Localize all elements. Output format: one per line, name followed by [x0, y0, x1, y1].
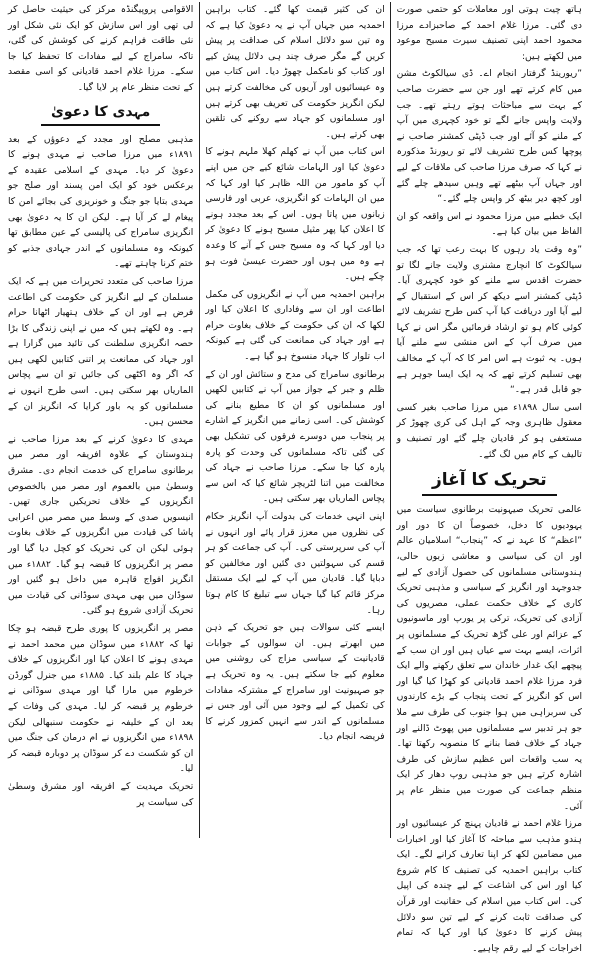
paragraph: مصر پر انگریزوں کا پوری طرح قبضہ ہو چکا تھا کہ ۱۸۸۲ء میں سوڈان میں محمد احمد نے مہدی ہونے کا اعلان کیا اور انگریزوں کے خلاف جہاد کا علم بلند کیا۔ ۱۸۸۵ء میں جنرل گورڈن خرطوم میں مارا گیا اور مہدی سوڈانی نے خرطوم پر قبضہ کر لیا۔ مہدی کی وفات کے بعد ان کے خلیفہ نے حکومت سنبھالی لیکن ۱۸۹۸ء میں انگریزوں نے ام درمان کی جنگ میں ان کو شکست دے کر سوڈان پر دوبارہ قبضہ کر لیا۔ — [8, 622, 194, 775]
paragraph: مرزا غلام احمد نے قادیان پہنچ کر عیسائیوں اور ہندو مذہب سے مباحثہ کا آغاز کیا اور اخبارات میں مضامین لکھ کر اپنا تعارف کرانے لگے۔ ایک کتاب براہین احمدیہ کی تصنیف کا کام شروع کیا اور اس کی اشاعت کے لیے چندہ کی اپیل کی۔ اس کتاب میں اسلام کی حقانیت اور قرآن کی صداقت ثابت کرنے کے لیے تین سو دلائل پیش کرنے کا دعویٰ کیا اور کہا کہ تمام اخراجات کے لیے رقم چاہیے۔ — [396, 818, 582, 954]
section-heading-text: مہدی کا دعویٰ — [41, 102, 160, 126]
column-right — [391, 2, 586, 954]
paragraph: براہین احمدیہ میں آپ نے انگریزوں کی مکمل اطاعت اور ان سے وفاداری کا اعلان کیا اور لکھا کہ ان کی حکومت کے خلاف بغاوت حرام ہے اور جہاد کی ممانعت کی گئی ہے کیونکہ اب تلوار کا جہاد منسوخ ہو گیا ہے۔ — [205, 288, 385, 363]
paragraph: ایسے کئی سوالات ہیں جو تحریک کے ذہن میں ابھرتے ہیں۔ ان سوالوں کے جوابات قادیانیت کے سیاسی مزاج کی روشنی میں معلوم کیے جا سکتے ہیں۔ یہ وہ تحریک ہے جو صہیونیت اور سامراج کے مشترکہ مفادات کی تکمیل کے لیے وجود میں آئی اور جس نے مسلمانوں کے اندر سے انہیں کمزور کرنے کا فریضہ انجام دیا۔ — [205, 622, 385, 743]
paragraph: اس کتاب میں آپ نے کھلم کھلا ملہم ہونے کا دعویٰ کیا اور الہامات شائع کیے جن میں اپنے آپ کو مامور من اللہ ظاہر کیا اور کہا کہ میں ان الہامات کو انگریزی، عربی اور فارسی زبانوں میں پاتا ہوں۔ اس کے بعد مجدد ہونے کا اعلان کیا پھر مثیل مسیح ہونے کا دعویٰ کر دیا اور کہا کہ وہ مسیح جس کے آنے کا وعدہ ہے وہ میں ہوں اور حضرت عیسیٰ فوت ہو چکے ہیں۔ — [205, 146, 385, 283]
paragraph: اپنی انہی خدمات کی بدولت آپ انگریز حکام کی نظروں میں معزز قرار پائے اور انہوں نے آپ کی سرپرستی کی۔ آپ کی جماعت کو ہر قسم کی سہولتیں دی گئیں اور مخالفین کو دبایا گیا۔ قادیان میں آپ کے لیے ایک مستقل مرکز قائم کیا گیا جہاں سے تبلیغ کا کام ہوتا رہا۔ — [205, 511, 385, 616]
paragraph: تحریک مہدیت کے افریقہ اور مشرق وسطیٰ کی سیاست پر — [8, 780, 194, 808]
paragraph: ہاتھ چیت ہوتی اور معاملات کو حتمی صورت دی گئی۔ مرزا غلام احمد کے صاحبزادے مرزا محمود احمد اپنی تصنیف سیرت مسیح موعود میں لکھتے ہیں: — [396, 4, 582, 62]
section-heading-text: تحریک کا آغاز — [422, 468, 557, 496]
paragraph: ان کی کثیر قیمت کھا گئے۔ کتاب براہین احمدیہ میں جہاں آپ نے یہ دعویٰ کیا ہے کہ وہ تین سو دلائل اسلام کی صداقت پر پیش کریں گے مگر صرف چند ہی دلائل پیش کیے اور کتاب کو نامکمل چھوڑ دیا۔ اس کتاب میں وہ عیسائیوں اور آریوں کی مخالفت کرتے ہیں لیکن انگریز حکومت کی تعریف بھی کرتے ہیں اور مسلمانوں کو جہاد سے روکنے کی تلقین بھی کرتے ہیں۔ — [205, 4, 385, 140]
section-heading — [397, 468, 582, 496]
paragraph: عالمی تحریک صیہونیت برطانوی سیاست میں یہودیوں کا دخل، خصوصاً ان کا دور اور ”اعظم“ کا عہد نے کہ ”پنجاب“ اسلامیان عالم اور ان کی سیاسی و معاشی زبوں حالی، ہندوستانی مسلمانوں کی حصول آزادی کے لیے جدوجہد اور انگریز کے سیاسی و مذہبی تحریک کاری کے خلاف حکمت عملی، مصریوں کی آزادی کی تحریک، ترکی پر یورپ اور ماسونیوں کے عزائم اور علی گڑھ تحریک کے مسلمانوں پر اثرات، ایسے بہت سے عیاں ہیں اور ان سب کے پیچھے ایک غدار خاندان سے تعلق رکھنے والے ایک فرد مرزا غلام احمد قادیانی کو کھڑا کیا گیا اور اس کو انگریز کے تحت پنجاب کے بڑے کارندوں کی سربراہی میں ہوا جنوب کی طرف سے ملا جو ہر تدبیر سے مسلمانوں میں پھوٹ ڈالنے اور جہاد کے خلاف فضا بنانے کا منصوبہ رکھتا تھا۔ یہ سب واقعات اس عظیم سازش کی طرف اشارہ کرتے ہیں جو مذہبی روپ دھار کر ایک منظم جماعت کی صورت میں منظر عام پر آئی۔ — [396, 504, 582, 812]
paragraph: اسی سال ۱۸۹۸ء میں مرزا صاحب بغیر کسی معقول ظاہری وجہ کے اہل کی کری چھوڑ کر مستعفی ہو کر قادیان چلے گئے اور تصنیف و تالیف کے کام میں لگ گئے۔ — [396, 401, 582, 460]
paragraph: مذہبی مصلح اور مجدد کے دعوؤں کے بعد ۱۸۹۱ء میں مرزا صاحب نے مہدی ہونے کا دعویٰ کر دیا۔ مہدی کے اسلامی عقیدہ کے برعکس خود کو ایک امن پسند اور صلح جو مہدی بتایا جو جنگ و خونریزی کی بجائے امن کا پیغام لے کر آیا ہے۔ لیکن ان کا یہ دعویٰ بھی انگریزی سامراج کی پالیسی کے عین مطابق تھا کیونکہ وہ مسلمانوں کے اندر جہادی جذبے کو ختم کرنا چاہتے تھے۔ — [8, 133, 194, 270]
column-middle — [200, 2, 389, 838]
paragraph: الاقوامی پروپیگنڈہ مرکز کی حیثیت حاصل کر لی تھی اور اس سازش کو ایک نئی شکل اور نئی طاقت فراہم کرنے کی کوشش کی گئی، تاکہ سامراج کے لیے مفادات کا تحفظ کیا جا سکے۔ مرزا غلام احمد قادیانی کو اسی مقصد کے تحت منظر عام پر لایا گیا۔ — [8, 4, 194, 93]
section-heading — [8, 102, 193, 126]
newspaper-page — [4, 2, 586, 954]
paragraph: مرزا صاحب کی متعدد تحریرات میں ہے کہ ایک مسلمان کے لیے انگریز کی حکومت کی اطاعت فرض ہے اور ان کے خلاف ہتھیار اٹھانا حرام ہے۔ وہ لکھتے ہیں کہ میں نے اپنی زندگی کا بڑا حصہ انگریزی سلطنت کی تائید میں گزارا ہے اور جہاد کی ممانعت پر اتنی کتابیں لکھی ہیں کہ اگر وہ اکٹھی کی جائیں تو ان سے پچاس الماریاں بھر سکتی ہیں۔ اسی طرح انہوں نے مسلمانوں کو یہ باور کرایا کہ انگریز ان کے محسن ہیں۔ — [8, 275, 194, 428]
paragraph: ایک خطبے میں مرزا محمود نے اس واقعہ کو ان الفاظ میں بیان کیا ہے۔ — [396, 210, 582, 238]
column-left — [4, 2, 199, 838]
paragraph: ”ریورینڈ گرفتار انجام اے۔ ڈی سیالکوٹ مشن میں کام کرتے تھے اور جن سے حضرت صاحب کے بہت سے مباحثات ہوتے رہتے تھے۔ جب ولایت واپس جانے لگے تو خود کچہری میں آپ کے ملنے کو آئے اور جب ڈپٹی کمشنر صاحب نے پوچھا کس طرح تشریف لائے تو ریورنڈ مذکورہ نے کہا کہ صرف مرزا صاحب کی ملاقات کے لیے اور جہاں آپ بیٹھے تھے وہیں سیدھے چلے گئے اور کچھ دیر بیٹھ کر واپس چلے گئے۔“ — [396, 68, 582, 205]
paragraph: مہدی کا دعویٰ کرنے کے بعد مرزا صاحب نے ہندوستان کے علاوہ افریقہ اور مصر میں برطانوی سامراج کی خدمت انجام دی۔ مشرق وسطیٰ میں بالعموم اور مصر میں بالخصوص انگریزوں کے خلاف تحریکیں جاری تھیں۔ انیسویں صدی کے وسط میں مصر میں اعرابی پاشا کی قیادت میں انگریزوں کے خلاف بغاوت ہوئی لیکن ان کی تحریک کو کچل دیا گیا اور مصر پر انگریزوں کا قبضہ ہو گیا۔ ۱۸۸۲ء میں انگریز افواج قاہرہ میں داخل ہو گئیں اور سوڈان میں بھی مہدی سوڈانی کی قیادت میں تحریک آزادی شروع ہو گئی۔ — [8, 433, 194, 617]
paragraph: ”وہ وقت یاد رہوں کا بہت رعب تھا کہ جب سیالکوٹ کا انچارج مشنری ولایت جانے لگا تو حضرت اقدس سے ملنے کو خود کچہری آیا۔ ڈپٹی کمشنر اسے دیکھ کر اس کے استقبال کے لیے آیا اور دریافت کیا آپ کس طرح تشریف لائے کوئی کام ہو تو ارشاد فرمائیں مگر اس نے کہا میں صرف آپ کے اس منشی سے ملنے آیا ہوں۔ یہ ثبوت ہے اس امر کا کہ آپ کے مخالف بھی تسلیم کرتے تھے کہ یہ ایک ایسا جوہر ہے جو قابل قدر ہے۔“ — [396, 243, 582, 396]
paragraph: برطانوی سامراج کی مدح و ستائش اور ان کے ظلم و جبر کے جواز میں آپ نے کتابیں لکھیں اور مسلمانوں کو ان کا مطیع بنانے کی کوشش کی۔ اسی زمانے میں انگریز کے اشارے پر پنجاب میں دوسرے فرقوں کی تشکیل بھی کی گئی تاکہ مسلمانوں کی وحدت کو پارہ پارہ کیا جا سکے۔ مرزا صاحب نے جہاد کی مخالفت میں اتنا لٹریچر شائع کیا کہ اس سے پچاس الماریاں بھر سکتی ہیں۔ — [205, 368, 385, 505]
